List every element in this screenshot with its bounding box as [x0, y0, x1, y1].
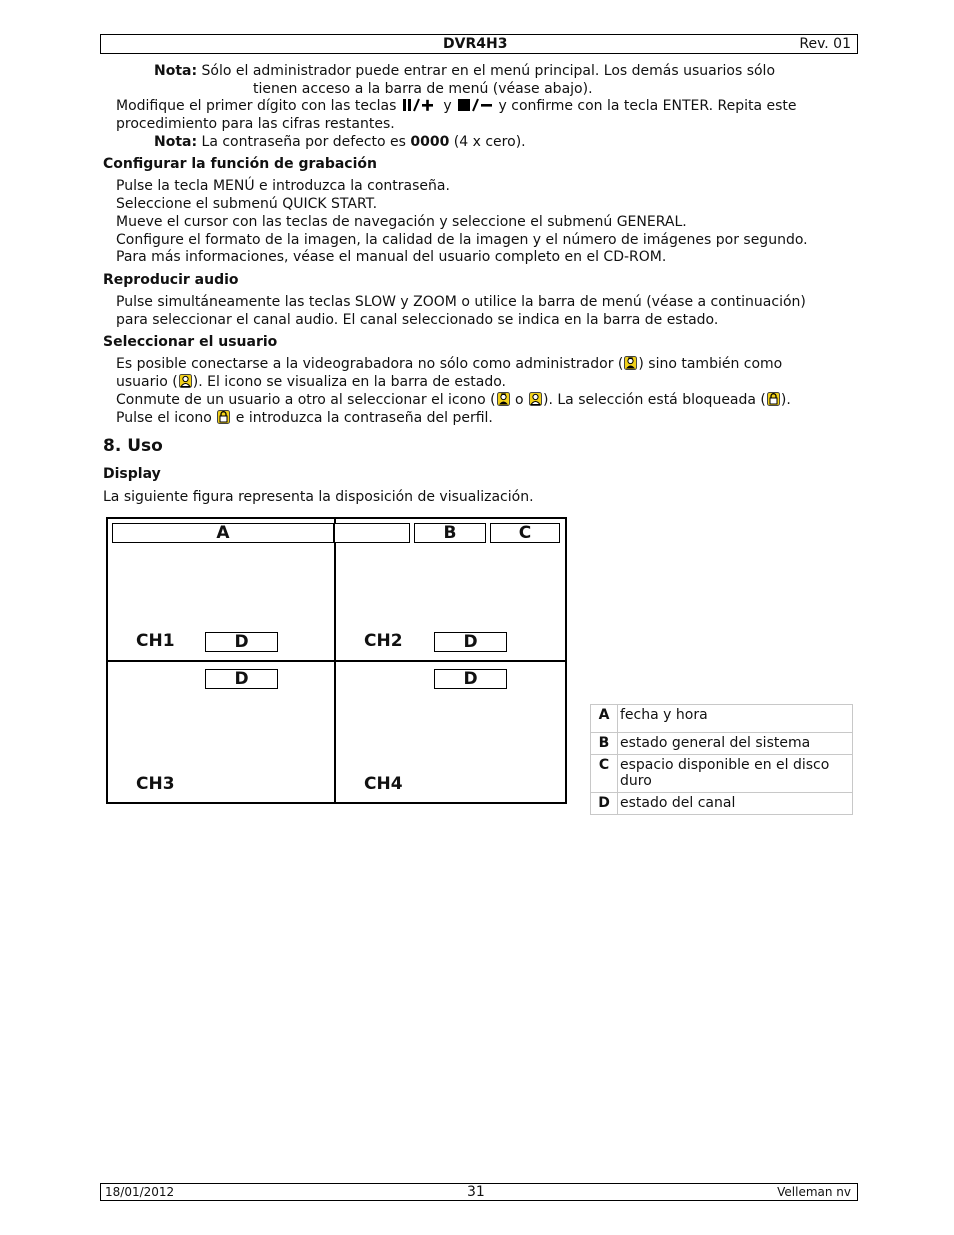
channel-label-ch2: CH2: [364, 631, 403, 651]
label-box-a-extension: [334, 523, 410, 543]
note-text: Sólo el administrador puede entrar en el menú principal. Los demás usuarios sólo: [197, 63, 776, 79]
channel-status-box-ch1: D: [205, 632, 278, 652]
user-icon: [179, 374, 192, 388]
legend-table: [590, 704, 853, 815]
page-header: [100, 34, 858, 54]
user-text: ) sino también como: [638, 356, 783, 372]
channel-status-box-ch4: D: [434, 669, 507, 689]
note-admin-cont: tienen acceso a la barra de menú (véase abajo).: [253, 81, 593, 97]
channel-status-box-ch2: D: [434, 632, 507, 652]
admin-user-icon: [497, 392, 510, 406]
header-revision: Rev. 01: [799, 36, 851, 52]
user-text: Es posible conectarse a la videograbadora no sólo como administrador (: [116, 356, 624, 372]
user-line-4: [116, 410, 493, 426]
lock-icon: [767, 392, 780, 406]
table-row: [591, 705, 853, 733]
section-uso-title: 8. Uso: [103, 436, 163, 456]
legend-desc: fecha y hora: [618, 705, 853, 733]
user-text: ). El icono se visualiza en la barra de estado.: [192, 374, 506, 390]
note-admin: [154, 63, 775, 79]
user-line-1: [116, 356, 782, 372]
modify-text-c: y confirme con la tecla ENTER. Repita este: [494, 98, 797, 114]
user-text: Pulse el icono: [116, 410, 217, 426]
legend-desc: estado del canal: [618, 793, 853, 815]
user-text: ). La selección está bloqueada (: [543, 392, 766, 408]
user-text: ).: [780, 392, 791, 408]
display-intro: La siguiente figura representa la disposición de visualización.: [103, 489, 534, 505]
user-icon: [529, 392, 542, 406]
channel-label-ch3: CH3: [136, 774, 175, 794]
channel-status-box-ch3: D: [205, 669, 278, 689]
recording-line-2: Seleccione el submenú QUICK START.: [116, 196, 378, 212]
section-recording-title: Configurar la función de grabación: [103, 156, 377, 172]
legend-key: C: [591, 755, 618, 793]
user-text: usuario (: [116, 374, 178, 390]
pause-plus-key-icon: [402, 98, 438, 116]
table-row: [591, 793, 853, 815]
table-row: [591, 733, 853, 755]
modify-text-b: y: [438, 98, 457, 114]
display-subtitle: Display: [103, 466, 161, 482]
display-layout-figure: [106, 517, 567, 804]
modify-digit-cont: procedimiento para las cifras restantes.: [116, 116, 395, 132]
modify-digit-line: [116, 98, 797, 116]
legend-key: D: [591, 793, 618, 815]
audio-line-1: Pulse simultáneamente las teclas SLOW y ZOOM o utilice la barra de menú (véase a continuación): [116, 294, 806, 310]
note-label: Nota:: [154, 134, 198, 150]
figure-horizontal-divider: [108, 660, 565, 662]
admin-user-icon: [624, 356, 637, 370]
legend-desc: espacio disponible en el disco duro: [618, 755, 853, 793]
recording-line-1: Pulse la tecla MENÚ e introduzca la contraseña.: [116, 178, 450, 194]
recording-line-4: Configure el formato de la imagen, la calidad de la imagen y el número de imágenes por segundo.: [116, 232, 808, 248]
lock-icon: [217, 410, 230, 424]
note-label: Nota:: [154, 63, 198, 79]
legend-desc: estado general del sistema: [618, 733, 853, 755]
audio-line-2: para seleccionar el canal audio. El canal seleccionado se indica en la barra de estado.: [116, 312, 719, 328]
default-password-value: 0000: [410, 134, 450, 150]
footer-company: Velleman nv: [777, 1185, 851, 1199]
channel-label-ch4: CH4: [364, 774, 403, 794]
footer-date: 18/01/2012: [105, 1185, 175, 1199]
label-box-b: B: [414, 523, 486, 543]
user-text: o: [510, 392, 529, 408]
stop-minus-key-icon: [457, 98, 493, 116]
label-box-c: C: [490, 523, 560, 543]
legend-key: A: [591, 705, 618, 733]
user-text: e introduzca la contraseña del perfil.: [231, 410, 493, 426]
note-tail: (4 x cero).: [449, 134, 526, 150]
user-text: Conmute de un usuario a otro al seleccionar el icono (: [116, 392, 496, 408]
note-default-password: [154, 134, 526, 150]
recording-line-5: Para más informaciones, véase el manual del usuario completo en el CD-ROM.: [116, 249, 667, 265]
channel-label-ch1: CH1: [136, 631, 175, 651]
section-audio-title: Reproducir audio: [103, 272, 239, 288]
modify-text-a: Modifique el primer dígito con las teclas: [116, 98, 401, 114]
legend-key: B: [591, 733, 618, 755]
label-box-a: A: [112, 523, 334, 543]
footer-page-number: 31: [467, 1184, 485, 1200]
user-line-3: [116, 392, 791, 408]
header-model: DVR4H3: [443, 36, 508, 52]
note-text: La contraseña por defecto es: [197, 134, 411, 150]
recording-line-3: Mueve el cursor con las teclas de navegación y seleccione el submenú GENERAL.: [116, 214, 687, 230]
page-footer: [100, 1183, 858, 1201]
user-line-2: [116, 374, 506, 390]
section-user-title: Seleccionar el usuario: [103, 334, 278, 350]
table-row: [591, 755, 853, 793]
